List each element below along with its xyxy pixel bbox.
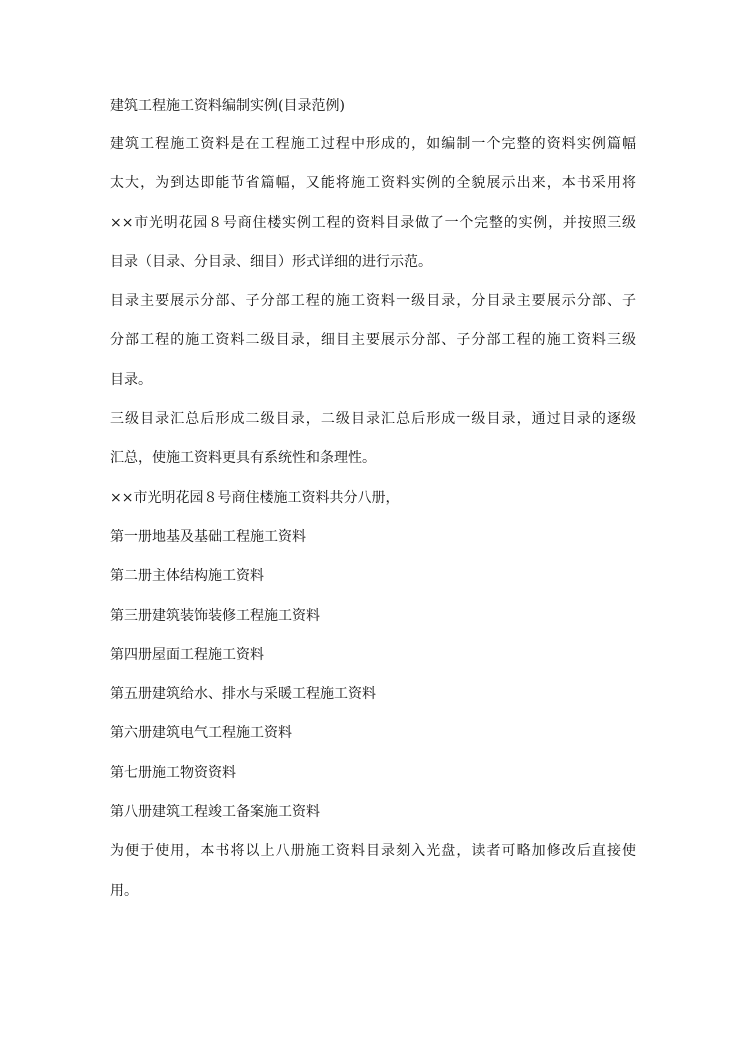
paragraph-2 (110, 291, 636, 390)
paragraph-line: ××市光明花园８号商住楼实例工程的资料目录做了一个完整的实例，并按照三级 (110, 214, 636, 231)
paragraph-3 (110, 409, 636, 468)
volume-item: 第二册主体结构施工资料 (110, 568, 264, 585)
document-body (110, 96, 636, 920)
paragraph-line: 目录主要展示分部、子分部工程的施工资料一级目录，分目录主要展示分部、子 (110, 293, 636, 310)
volume-item: 第五册建筑给水、排水与采暖工程施工资料 (110, 686, 376, 703)
paragraph-line: 三级目录汇总后形成二级目录，二级目录汇总后形成一级目录，通过目录的逐级 (110, 411, 636, 428)
volume-item: 第一册地基及基础工程施工资料 (110, 528, 306, 545)
paragraph-line: 为便于使用，本书将以上八册施工资料目录刻入光盘，读者可略加修改后直接使 (110, 843, 636, 860)
paragraph-line: 汇总，使施工资料更具有系统性和条理性。 (110, 450, 376, 467)
paragraph-line: 分部工程的施工资料二级目录，细目主要展示分部、子分部工程的施工资料三级 (110, 332, 636, 349)
volume-item: 第八册建筑工程竣工备案施工资料 (110, 804, 320, 821)
volume-item: 第四册屋面工程施工资料 (110, 646, 264, 663)
volumes-intro: ××市光明花园８号商住楼施工资料共分八册， (110, 489, 400, 506)
paragraph-line: 目录。 (110, 371, 152, 388)
volume-list (110, 527, 636, 822)
document-title: 建筑工程施工资料编制实例(目录范例) (110, 98, 345, 114)
paragraph-1 (110, 134, 636, 272)
paragraph-line: 用。 (110, 882, 138, 899)
paragraph-line: 太大，为到达即能节省篇幅，又能将施工资料实例的全貌展示出来，本书采用将 (110, 175, 636, 192)
paragraph-line: 目录（目录、分目录、细目）形式详细的进行示范。 (110, 253, 432, 270)
closing-paragraph (110, 841, 636, 900)
volume-item: 第六册建筑电气工程施工资料 (110, 725, 292, 742)
volume-item: 第七册施工物资资料 (110, 764, 236, 781)
volume-item: 第三册建筑装饰装修工程施工资料 (110, 607, 320, 624)
paragraph-line: 建筑工程施工资料是在工程施工过程中形成的，如编制一个完整的资料实例篇幅 (110, 136, 636, 152)
